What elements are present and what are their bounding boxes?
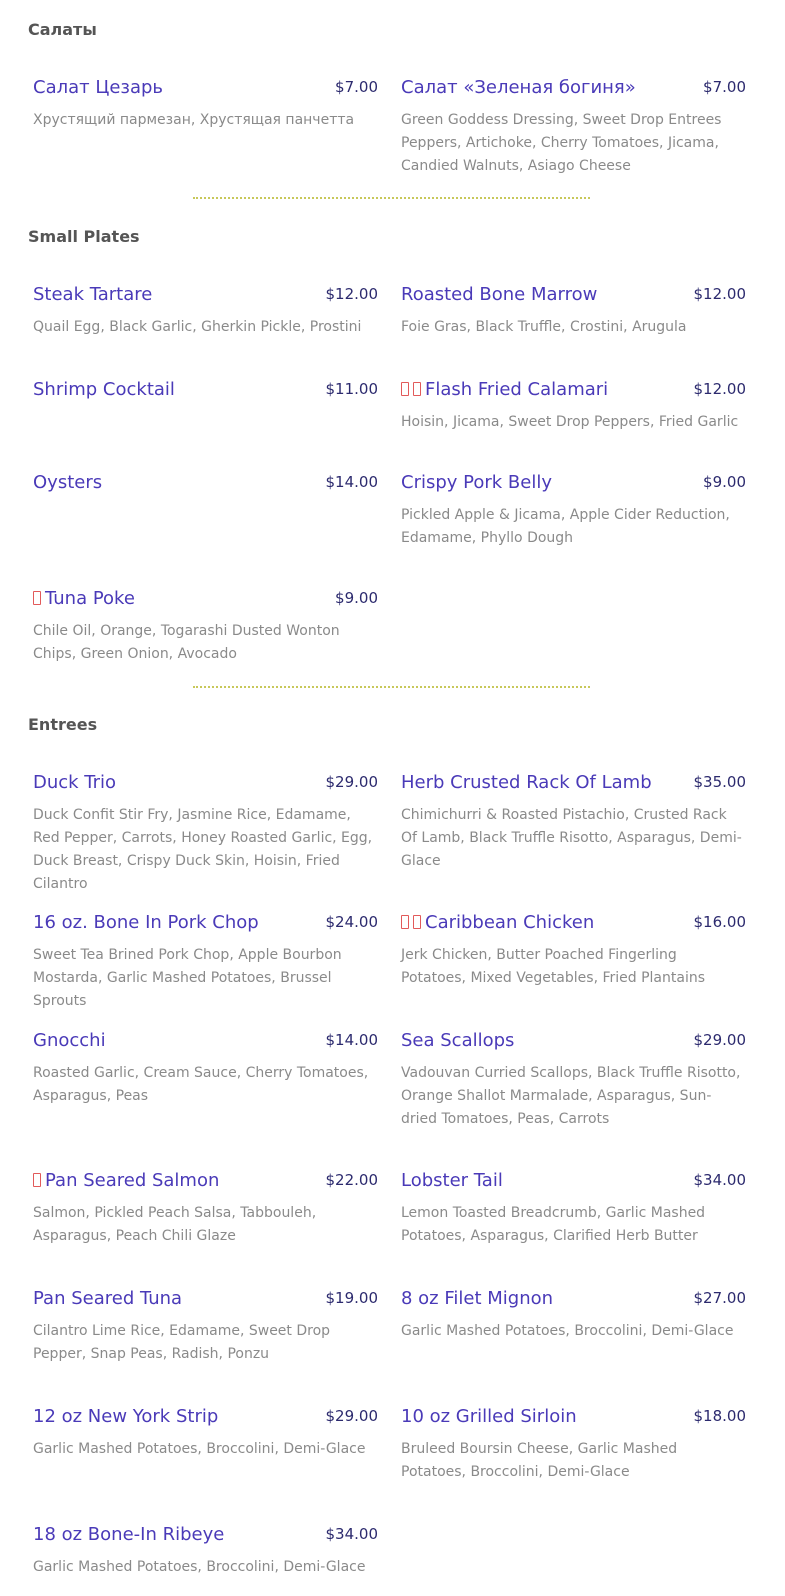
item-name: 10 oz Grilled Sirloin bbox=[401, 1406, 577, 1427]
item-description: Garlic Mashed Potatoes, Broccolini, Demi-Glace bbox=[33, 1559, 366, 1575]
item-price: $29.00 bbox=[325, 1407, 378, 1425]
item-price: $12.00 bbox=[693, 380, 746, 398]
item-description: Hoisin, Jicama, Sweet Drop Peppers, Fried Garlic bbox=[401, 414, 739, 430]
item-price: $34.00 bbox=[693, 1171, 746, 1189]
item-description: Sweet Tea Brined Pork Chop, Apple Bourbon Mostarda, Garlic Mashed Potatoes, Brussel Sprouts bbox=[33, 947, 342, 1009]
section-title-small-plates: Small Plates bbox=[28, 227, 140, 246]
item-description: Vadouvan Curried Scallops, Black Truffle Risotto, Orange Shallot Marmalade, Asparagus, Sun-dried Tomatoes, Peas, Carrots bbox=[401, 1065, 741, 1127]
item-price: $9.00 bbox=[335, 589, 378, 607]
item-name: 8 oz Filet Mignon bbox=[401, 1288, 554, 1309]
item-price: $19.00 bbox=[325, 1289, 378, 1307]
item-name bbox=[401, 912, 594, 933]
dietary-badge-icon bbox=[413, 382, 421, 396]
item-price: $27.00 bbox=[693, 1289, 746, 1307]
item-description: Chile Oil, Orange, Togarashi Dusted Wonton Chips, Green Onion, Avocado bbox=[33, 623, 340, 662]
dietary-badge-icon bbox=[401, 915, 409, 929]
item-description: Lemon Toasted Breadcrumb, Garlic Mashed Potatoes, Asparagus, Clarified Herb Butter bbox=[401, 1205, 706, 1244]
item-name bbox=[401, 379, 608, 400]
item-description: Duck Confit Stir Fry, Jasmine Rice, Edamame, Red Pepper, Carrots, Honey Roasted Garlic, Egg, Duck Breast, Crispy Duck Skin, Hoisin, Fried Cilantro bbox=[33, 807, 373, 892]
dietary-badge-icon bbox=[33, 591, 41, 605]
item-name: 16 oz. Bone In Pork Chop bbox=[33, 912, 259, 933]
item-description: Pickled Apple & Jicama, Apple Cider Reduction, Edamame, Phyllo Dough bbox=[401, 507, 730, 546]
item-name: Herb Crusted Rack Of Lamb bbox=[401, 772, 652, 793]
item-price: $9.00 bbox=[703, 473, 746, 491]
section-divider bbox=[193, 197, 590, 199]
item-name: Steak Tartare bbox=[33, 284, 153, 305]
item-name: Duck Trio bbox=[33, 772, 117, 793]
dietary-badge-icon bbox=[401, 382, 409, 396]
item-price: $7.00 bbox=[703, 78, 746, 96]
item-name: 18 oz Bone-In Ribeye bbox=[33, 1524, 225, 1545]
item-name: Shrimp Cocktail bbox=[33, 379, 175, 400]
item-price: $35.00 bbox=[693, 773, 746, 791]
item-name: Gnocchi bbox=[33, 1030, 106, 1051]
item-description: Garlic Mashed Potatoes, Broccolini, Demi-Glace bbox=[33, 1441, 366, 1457]
item-description: Quail Egg, Black Garlic, Gherkin Pickle, Prostini bbox=[33, 319, 362, 335]
item-name: Crispy Pork Belly bbox=[401, 472, 552, 493]
item-name-text: Flash Fried Calamari bbox=[425, 379, 609, 400]
item-description: Salmon, Pickled Peach Salsa, Tabbouleh, Asparagus, Peach Chili Glaze bbox=[33, 1205, 317, 1244]
item-description: Jerk Chicken, Butter Poached Fingerling Potatoes, Mixed Vegetables, Fried Plantains bbox=[401, 947, 706, 986]
item-name: 12 oz New York Strip bbox=[33, 1406, 219, 1427]
section-divider bbox=[193, 686, 590, 688]
item-name bbox=[33, 1170, 219, 1191]
item-price: $18.00 bbox=[693, 1407, 746, 1425]
item-description: Cilantro Lime Rice, Edamame, Sweet Drop Pepper, Snap Peas, Radish, Ponzu bbox=[33, 1323, 331, 1362]
item-price: $14.00 bbox=[325, 1031, 378, 1049]
item-description: Bruleed Boursin Cheese, Garlic Mashed Potatoes, Broccolini, Demi-Glace bbox=[401, 1441, 678, 1480]
item-price: $12.00 bbox=[693, 285, 746, 303]
item-description: Chimichurri & Roasted Pistachio, Crusted Rack Of Lamb, Black Truffle Risotto, Asparagus, Demi-Glace bbox=[401, 807, 742, 869]
item-price: $7.00 bbox=[335, 78, 378, 96]
item-description: Хрустящий пармезан, Хрустящая панчетта bbox=[33, 112, 355, 128]
item-price: $12.00 bbox=[325, 285, 378, 303]
dietary-badge-icon bbox=[413, 915, 421, 929]
item-description: Green Goddess Dressing, Sweet Drop Entrees Peppers, Artichoke, Cherry Tomatoes, Jicama, Candied Walnuts, Asiago Cheese bbox=[401, 112, 722, 174]
item-name: Roasted Bone Marrow bbox=[401, 284, 598, 305]
item-price: $34.00 bbox=[325, 1525, 378, 1543]
section-title-salads: Салаты bbox=[28, 20, 97, 39]
item-price: $29.00 bbox=[325, 773, 378, 791]
item-name-text: Caribbean Chicken bbox=[425, 912, 595, 933]
dietary-badge-icon bbox=[33, 1173, 41, 1187]
item-description: Foie Gras, Black Truffle, Crostini, Arugula bbox=[401, 319, 687, 335]
item-name: Lobster Tail bbox=[401, 1170, 503, 1191]
item-price: $22.00 bbox=[325, 1171, 378, 1189]
section-title-entrees: Entrees bbox=[28, 715, 98, 734]
item-name-text: Tuna Poke bbox=[45, 588, 135, 609]
item-description: Garlic Mashed Potatoes, Broccolini, Demi-Glace bbox=[401, 1323, 734, 1339]
item-price: $29.00 bbox=[693, 1031, 746, 1049]
item-name: Pan Seared Tuna bbox=[33, 1288, 183, 1309]
item-name-text: Pan Seared Salmon bbox=[45, 1170, 220, 1191]
item-name: Oysters bbox=[33, 472, 103, 493]
item-name bbox=[33, 588, 135, 609]
item-description: Roasted Garlic, Cream Sauce, Cherry Tomatoes, Asparagus, Peas bbox=[33, 1065, 369, 1104]
item-price: $11.00 bbox=[325, 380, 378, 398]
item-name: Салат Цезарь bbox=[33, 77, 164, 98]
item-price: $24.00 bbox=[325, 913, 378, 931]
item-name: Sea Scallops bbox=[401, 1030, 515, 1051]
item-name: Салат «Зеленая богиня» bbox=[401, 77, 636, 98]
item-price: $14.00 bbox=[325, 473, 378, 491]
item-price: $16.00 bbox=[693, 913, 746, 931]
